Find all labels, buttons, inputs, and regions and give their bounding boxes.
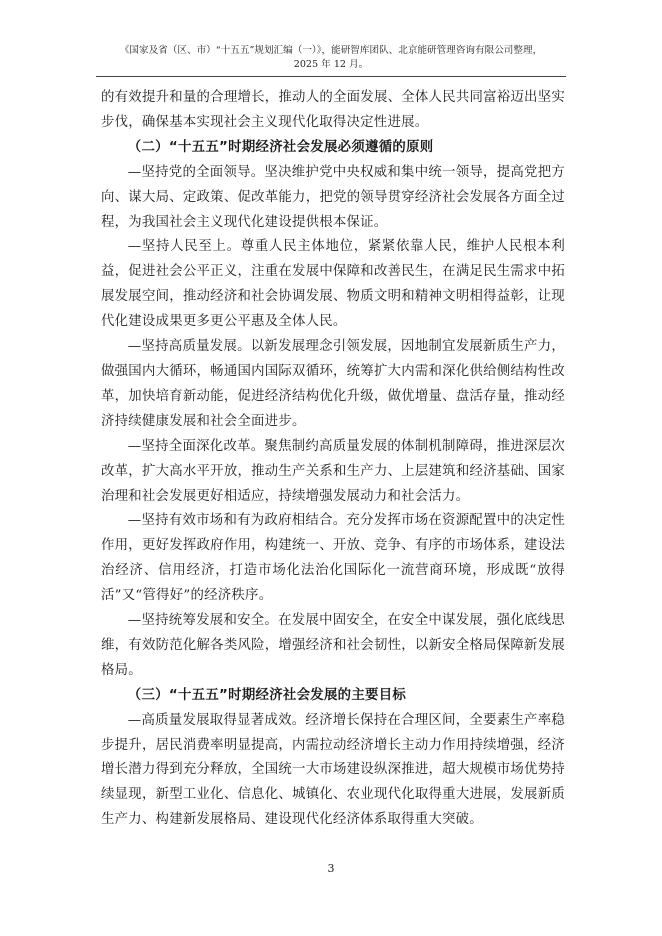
paragraph-deepen-reform: —坚持全面深化改革。聚焦制约高质量发展的体制机制障碍，推进深层次改革，扩大高水平开放，推动生产关系和生产力、上层建筑和经济基础、国家治理和社会发展更好相适应，持续增强发展动力和社会活力。 bbox=[101, 438, 565, 504]
section-heading-main-goals: （三）“十五五”时期经济社会发展的主要目标 bbox=[127, 687, 407, 703]
paragraph-market-and-government: —坚持有效市场和有为政府相结合。充分发挥市场在资源配置中的决定性作用，更好发挥政府作用，构建统一、开放、竞争、有序的市场体系，建设法治经济、信用经济，打造市场化法治化国际化一流营商环境，形成既“放得活”又“管得好”的经济秩序。 bbox=[101, 513, 565, 604]
paragraph-high-quality-development: —坚持高质量发展。以新发展理念引领发展，因地制宜发展新质生产力，做强国内大循环，畅通国内国际双循环，统筹扩大内需和深化供给侧结构性改革，加快培育新动能，促进经济结构优化升级，做优增量、盘活存量，推动经济持续健康发展和社会全面进步。 bbox=[101, 339, 565, 429]
section-heading-principles: （二）“十五五”时期经济社会发展必须遵循的原则 bbox=[127, 139, 434, 155]
header-date-line: 2025 年 12 月。 bbox=[293, 59, 369, 70]
page-number: 3 bbox=[327, 862, 335, 875]
document-body bbox=[101, 86, 565, 833]
paragraph-development-and-security: —坚持统筹发展和安全。在发展中固安全，在安全中谋发展，强化底线思维，有效防范化解各类风险，增强经济和社会韧性，以新安全格局保障新发展格局。 bbox=[101, 613, 565, 678]
paragraph-high-quality-results: —高质量发展取得显著成效。经济增长保持在合理区间，全要素生产率稳步提升，居民消费率明显提高，内需拉动经济增长主动力作用持续增强，经济增长潜力得到充分释放，全国统一大市场建设纵深推进，超大规模市场优势持续显现，新型工业化、信息化、城镇化、农业现代化取得重大进展，发展新质生产力、构建新发展格局、建设现代化经济体系取得重大突破。 bbox=[101, 712, 565, 828]
paragraph-people-first: —坚持人民至上。尊重人民主体地位，紧紧依靠人民，维护人民根本利益，促进社会公平正义，注重在发展中保障和改善民生，在满足民生需求中拓展发展空间，推动经济和社会协调发展、物质文明和精神文明相得益彰，让现代化建设成果更多更公平惠及全体人民。 bbox=[101, 239, 565, 330]
header-divider bbox=[96, 76, 566, 77]
paragraph-party-leadership: —坚持党的全面领导。坚决维护党中央权威和集中统一领导，提高党把方向、谋大局、定政策、促改革能力，把党的领导贯穿经济社会发展各方面全过程，为我国社会主义现代化建设提供根本保证。 bbox=[101, 164, 565, 230]
page-header bbox=[96, 44, 566, 72]
header-source-line: 《国家及省（区、市）“十五五”规划汇编（一）》，能研智库团队、北京能研管理咨询有限公司整理， bbox=[119, 45, 543, 56]
paragraph-continuation: 的有效提升和量的合理增长，推动人的全面发展、全体人民共同富裕迈出坚实步伐，确保基本实现社会主义现代化取得决定性进展。 bbox=[101, 90, 565, 130]
